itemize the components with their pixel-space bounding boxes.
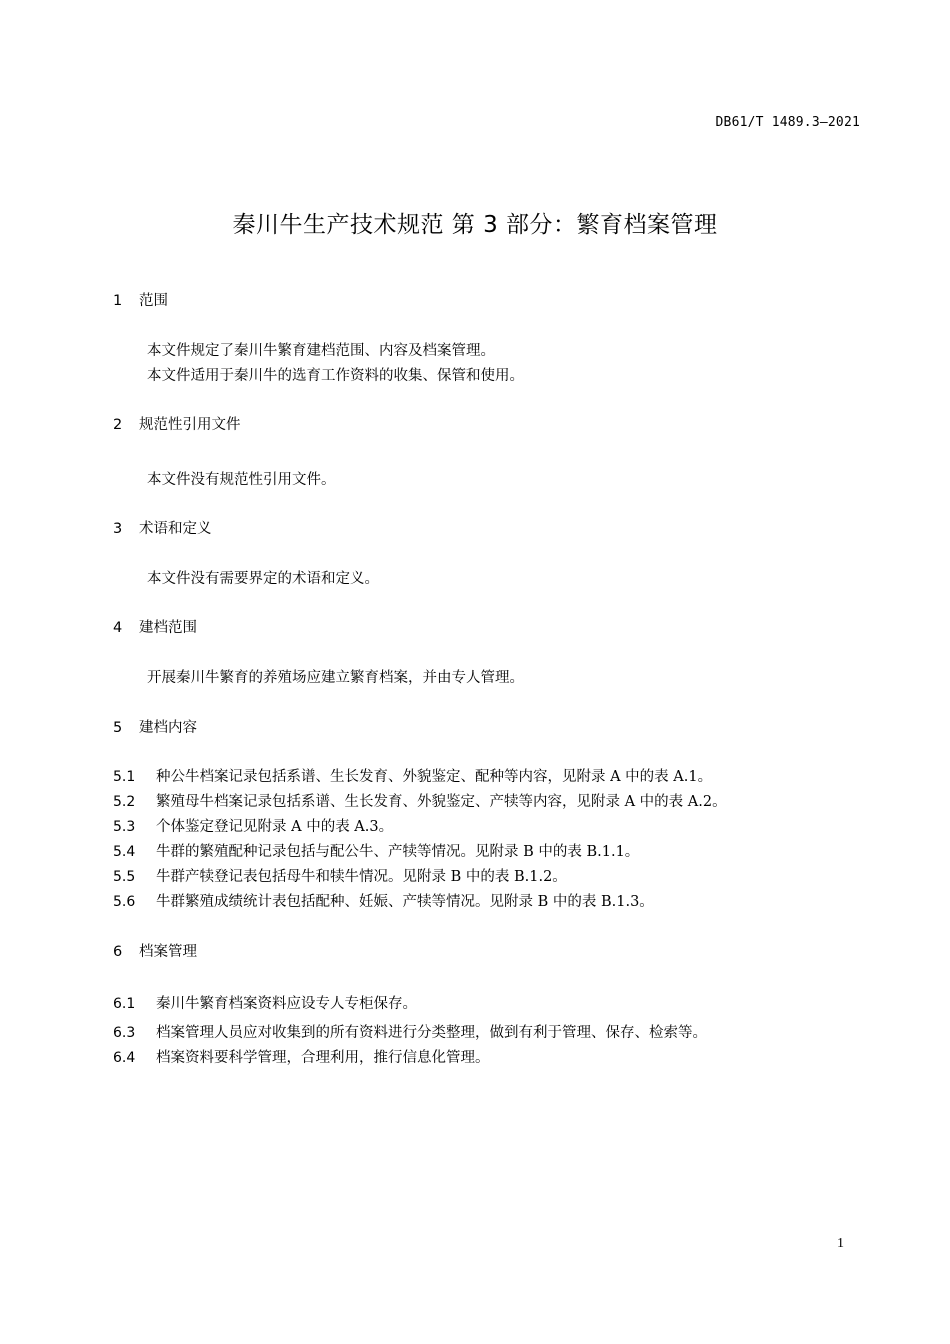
clause-text: 秦川牛繁育档案资料应设专人专柜保存。 [156,996,417,1012]
section-number: 2 [113,417,123,433]
section-title: 建档内容 [139,720,197,736]
clause-5-3 [113,815,393,836]
clause-text: 个体鉴定登记见附录 A 中的表 A.3。 [156,819,394,835]
clause-6-3 [113,1021,707,1042]
clause-6-4 [113,1046,490,1067]
section-title: 档案管理 [139,944,197,960]
clause-text: 牛群繁殖成绩统计表包括配种、妊娠、产犊等情况。见附录 B 中的表 B.1.3。 [156,894,654,910]
clause-text: 档案管理人员应对收集到的所有资料进行分类整理，做到有利于管理、保存、检索等。 [156,1025,707,1041]
clause-5-2 [113,790,727,811]
clause-text: 种公牛档案记录包括系谱、生长发育、外貌鉴定、配种等内容，见附录 A 中的表 A.1。 [156,769,713,785]
clause-number: 5.4 [113,844,136,860]
document-title: 秦川牛生产技术规范 第 3 部分：繁育档案管理 [232,212,718,238]
clause-number: 5.2 [113,794,136,810]
section-number: 5 [113,720,123,736]
clause-number: 6.4 [113,1050,136,1066]
section-title: 建档范围 [139,620,197,636]
clause-5-4 [113,840,639,861]
section-heading-1 [113,289,168,310]
section-number: 1 [113,293,123,309]
clause-number: 6.3 [113,1025,136,1041]
paragraph: 本文件适用于秦川牛的选育工作资料的收集、保管和使用。 [147,368,524,384]
clause-5-6 [113,890,654,911]
clause-6-1 [113,992,417,1013]
section-title: 范围 [139,293,168,309]
clause-text: 牛群的繁殖配种记录包括与配公牛、产犊等情况。见附录 B 中的表 B.1.1。 [156,844,640,860]
page-number: 1 [837,1236,844,1251]
paragraph: 开展秦川牛繁育的养殖场应建立繁育档案，并由专人管理。 [147,670,524,686]
section-number: 3 [113,521,123,537]
section-heading-6 [113,940,197,961]
paragraph: 本文件规定了秦川牛繁育建档范围、内容及档案管理。 [147,343,495,359]
section-heading-3 [113,517,212,538]
clause-5-1 [113,765,712,786]
clause-number: 5.5 [113,869,136,885]
clause-number: 5.3 [113,819,136,835]
clause-number: 6.1 [113,996,136,1012]
clause-number: 5.6 [113,894,136,910]
clause-text: 繁殖母牛档案记录包括系谱、生长发育、外貌鉴定、产犊等内容，见附录 A 中的表 A.2。 [156,794,727,810]
section-heading-4 [113,616,197,637]
paragraph: 本文件没有需要界定的术语和定义。 [147,571,379,587]
section-number: 6 [113,944,123,960]
section-title: 规范性引用文件 [139,417,241,433]
clause-number: 5.1 [113,769,136,785]
clause-5-5 [113,865,567,886]
section-title: 术语和定义 [139,521,212,537]
clause-text: 牛群产犊登记表包括母牛和犊牛情况。见附录 B 中的表 B.1.2。 [156,869,567,885]
section-number: 4 [113,620,123,636]
section-heading-5 [113,716,197,737]
clause-text: 档案资料要科学管理，合理利用，推行信息化管理。 [156,1050,490,1066]
document-code: DB61/T 1489.3—2021 [715,115,860,130]
section-heading-2 [113,413,241,434]
paragraph: 本文件没有规范性引用文件。 [147,472,336,488]
